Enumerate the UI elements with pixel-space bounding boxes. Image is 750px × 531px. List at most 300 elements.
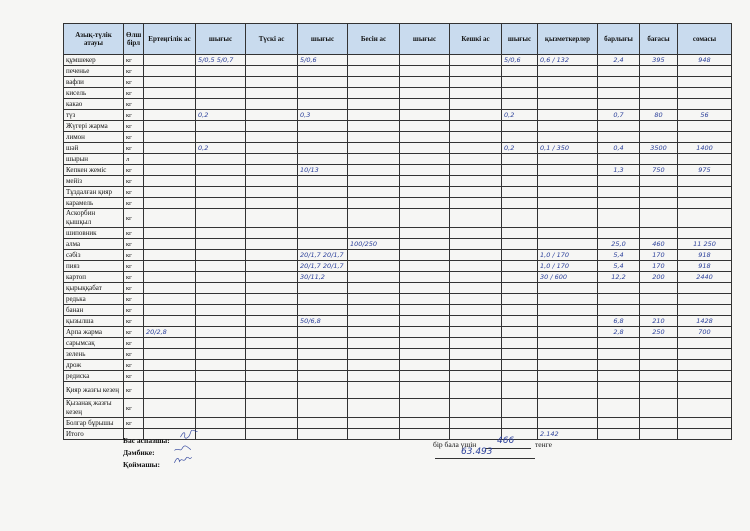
value-cell	[678, 338, 732, 349]
value-cell	[450, 228, 502, 239]
value-cell	[298, 399, 348, 418]
value-cell	[246, 261, 298, 272]
value-cell	[246, 327, 298, 338]
food-name-cell: құмшекер	[64, 55, 124, 66]
value-cell	[598, 209, 640, 228]
value-cell	[450, 99, 502, 110]
value-cell	[502, 66, 538, 77]
table-row	[64, 338, 732, 349]
value-cell	[502, 132, 538, 143]
value-cell	[196, 132, 246, 143]
header-cell: шығыс	[400, 24, 450, 55]
table-row	[64, 99, 732, 110]
value-cell	[298, 418, 348, 429]
value-cell	[502, 305, 538, 316]
value-cell: 2.142	[538, 429, 598, 440]
value-cell	[598, 228, 640, 239]
value-cell	[246, 198, 298, 209]
value-cell	[298, 382, 348, 399]
table-row	[64, 250, 732, 261]
food-name-cell: Қызанақ жазғы кезең	[64, 399, 124, 418]
value-cell	[400, 228, 450, 239]
value-cell	[298, 338, 348, 349]
table-row	[64, 55, 732, 66]
unit-cell: кг	[124, 55, 144, 66]
value-cell	[348, 327, 400, 338]
value-cell: 3500	[640, 143, 678, 154]
value-cell	[144, 121, 196, 132]
value-cell	[538, 418, 598, 429]
value-cell	[144, 239, 196, 250]
value-cell	[598, 99, 640, 110]
value-cell	[196, 239, 246, 250]
value-cell	[400, 239, 450, 250]
value-cell: 12,2	[598, 272, 640, 283]
value-cell	[348, 261, 400, 272]
table-row	[64, 418, 732, 429]
value-cell	[196, 121, 246, 132]
value-cell	[246, 110, 298, 121]
unit-cell: кг	[124, 198, 144, 209]
value-cell	[450, 110, 502, 121]
value-cell	[144, 228, 196, 239]
value-cell	[678, 77, 732, 88]
value-cell	[246, 399, 298, 418]
value-cell	[598, 187, 640, 198]
value-cell: 0,2	[196, 110, 246, 121]
value-cell	[196, 99, 246, 110]
value-cell	[502, 77, 538, 88]
food-name-cell: Жүгері жарма	[64, 121, 124, 132]
value-cell: 170	[640, 250, 678, 261]
value-cell	[640, 228, 678, 239]
unit-cell: кг	[124, 209, 144, 228]
unit-cell: кг	[124, 66, 144, 77]
value-cell: 1,0 / 170	[538, 261, 598, 272]
value-cell	[196, 176, 246, 187]
unit-cell: кг	[124, 77, 144, 88]
unit-cell: кг	[124, 338, 144, 349]
table-row	[64, 66, 732, 77]
value-cell	[640, 187, 678, 198]
value-cell: 918	[678, 250, 732, 261]
value-cell	[598, 418, 640, 429]
value-cell	[400, 77, 450, 88]
food-name-cell: вафли	[64, 77, 124, 88]
value-cell	[246, 132, 298, 143]
value-cell	[144, 349, 196, 360]
header-cell: Азық-түлік атауы	[64, 24, 124, 55]
unit-cell: кг	[124, 165, 144, 176]
value-cell	[640, 349, 678, 360]
value-cell	[598, 283, 640, 294]
value-cell	[502, 338, 538, 349]
header-cell: Ертеңгілік ас	[144, 24, 196, 55]
value-cell: 5/0,5 5/0,7	[196, 55, 246, 66]
value-cell	[196, 209, 246, 228]
value-cell: 5,4	[598, 261, 640, 272]
value-cell	[246, 176, 298, 187]
food-name-cell: түз	[64, 110, 124, 121]
value-cell	[450, 349, 502, 360]
value-cell	[144, 66, 196, 77]
unit-cell: кг	[124, 110, 144, 121]
value-cell	[678, 228, 732, 239]
value-cell	[298, 228, 348, 239]
unit-cell: кг	[124, 327, 144, 338]
unit-cell: кг	[124, 176, 144, 187]
value-cell	[246, 283, 298, 294]
value-cell	[348, 418, 400, 429]
unit-cell: кг	[124, 294, 144, 305]
value-cell	[538, 382, 598, 399]
value-cell	[538, 110, 598, 121]
value-cell	[348, 399, 400, 418]
value-cell: 5/0,6	[298, 55, 348, 66]
value-cell	[640, 382, 678, 399]
value-cell	[502, 399, 538, 418]
value-cell	[400, 272, 450, 283]
value-cell	[450, 316, 502, 327]
value-cell	[298, 66, 348, 77]
value-cell	[196, 371, 246, 382]
value-cell	[538, 294, 598, 305]
value-cell	[450, 88, 502, 99]
value-cell	[144, 198, 196, 209]
value-cell	[450, 66, 502, 77]
unit-cell: кг	[124, 316, 144, 327]
value-cell	[538, 165, 598, 176]
value-cell	[538, 77, 598, 88]
food-name-cell: қырыққабат	[64, 283, 124, 294]
value-cell	[678, 349, 732, 360]
value-cell	[400, 143, 450, 154]
value-cell	[196, 349, 246, 360]
value-cell	[678, 132, 732, 143]
value-cell	[450, 283, 502, 294]
value-cell	[538, 187, 598, 198]
value-cell	[400, 55, 450, 66]
value-cell	[598, 371, 640, 382]
table-row	[64, 283, 732, 294]
value-cell	[450, 121, 502, 132]
value-cell: 1428	[678, 316, 732, 327]
value-cell	[502, 349, 538, 360]
value-cell	[144, 316, 196, 327]
value-cell	[196, 272, 246, 283]
table-row	[64, 110, 732, 121]
value-cell	[450, 239, 502, 250]
value-cell	[640, 371, 678, 382]
value-cell	[502, 316, 538, 327]
table-row	[64, 399, 732, 418]
value-cell	[678, 99, 732, 110]
currency-label: тенге	[535, 440, 552, 449]
value-cell	[348, 250, 400, 261]
table-row	[64, 187, 732, 198]
value-cell	[144, 283, 196, 294]
value-cell	[502, 228, 538, 239]
value-cell: 0,2	[502, 143, 538, 154]
value-cell	[144, 250, 196, 261]
value-cell	[348, 349, 400, 360]
value-cell	[640, 88, 678, 99]
value-cell	[348, 77, 400, 88]
unit-cell: кг	[124, 272, 144, 283]
unit-cell: кг	[124, 305, 144, 316]
value-cell: 0,3	[298, 110, 348, 121]
signature-block	[123, 436, 723, 516]
value-cell	[400, 209, 450, 228]
value-cell	[400, 110, 450, 121]
value-cell	[400, 176, 450, 187]
value-cell	[144, 418, 196, 429]
value-cell	[502, 121, 538, 132]
value-cell	[196, 261, 246, 272]
value-cell: 6,8	[598, 316, 640, 327]
value-cell	[400, 283, 450, 294]
table-row	[64, 228, 732, 239]
value-cell	[144, 371, 196, 382]
value-cell	[246, 66, 298, 77]
value-cell	[502, 187, 538, 198]
per-child-label: бір бала үшін	[433, 440, 477, 449]
value-cell	[678, 399, 732, 418]
value-cell	[502, 327, 538, 338]
value-cell: 25,0	[598, 239, 640, 250]
value-cell	[196, 316, 246, 327]
value-cell	[246, 187, 298, 198]
unit-cell: кг	[124, 349, 144, 360]
value-cell	[538, 154, 598, 165]
value-cell	[678, 418, 732, 429]
value-cell: 170	[640, 261, 678, 272]
food-name-cell: қызылша	[64, 316, 124, 327]
value-cell	[598, 305, 640, 316]
value-cell	[450, 187, 502, 198]
value-cell	[502, 261, 538, 272]
value-cell	[502, 418, 538, 429]
value-cell	[502, 250, 538, 261]
value-cell	[246, 121, 298, 132]
value-cell: 100/250	[348, 239, 400, 250]
value-cell	[400, 88, 450, 99]
value-cell: 80	[640, 110, 678, 121]
value-cell	[640, 338, 678, 349]
food-name-cell: мейіз	[64, 176, 124, 187]
value-cell	[246, 305, 298, 316]
value-cell	[298, 154, 348, 165]
value-cell	[246, 77, 298, 88]
value-cell	[678, 305, 732, 316]
table-row	[64, 316, 732, 327]
value-cell	[450, 77, 502, 88]
value-cell	[400, 294, 450, 305]
value-cell	[538, 66, 598, 77]
food-name-cell: Итого	[64, 429, 124, 440]
value-cell	[144, 165, 196, 176]
value-cell	[502, 198, 538, 209]
value-cell: 5,4	[598, 250, 640, 261]
kitchen-signature-icon	[169, 444, 197, 454]
value-cell	[502, 239, 538, 250]
value-cell	[348, 294, 400, 305]
header-cell: барлығы	[598, 24, 640, 55]
value-cell: 0,7	[598, 110, 640, 121]
value-cell	[450, 55, 502, 66]
value-cell	[538, 239, 598, 250]
value-cell	[196, 327, 246, 338]
value-cell	[538, 316, 598, 327]
unit-cell: л	[124, 154, 144, 165]
value-cell: 2,4	[598, 55, 640, 66]
food-name-cell: печенье	[64, 66, 124, 77]
value-cell	[348, 143, 400, 154]
value-cell	[598, 338, 640, 349]
food-name-cell: Аскорбин қышқыл	[64, 209, 124, 228]
value-cell	[348, 382, 400, 399]
value-cell	[538, 198, 598, 209]
value-cell	[450, 165, 502, 176]
storekeeper-label: Қоймашы:	[123, 460, 161, 469]
value-cell	[348, 88, 400, 99]
food-name-cell: карамель	[64, 198, 124, 209]
value-cell	[640, 77, 678, 88]
value-cell	[400, 165, 450, 176]
unit-cell: кг	[124, 121, 144, 132]
value-cell	[538, 338, 598, 349]
value-cell	[298, 88, 348, 99]
value-cell	[298, 77, 348, 88]
value-cell: 20/1,7 20/1,7	[298, 250, 348, 261]
value-cell	[196, 283, 246, 294]
value-cell	[348, 272, 400, 283]
value-cell	[348, 132, 400, 143]
value-cell	[348, 338, 400, 349]
value-cell	[298, 176, 348, 187]
value-cell	[348, 99, 400, 110]
unit-cell: кг	[124, 360, 144, 371]
unit-cell: кг	[124, 283, 144, 294]
value-cell	[678, 294, 732, 305]
value-cell	[450, 305, 502, 316]
food-name-cell: Болгар бұрышы	[64, 418, 124, 429]
value-cell	[502, 360, 538, 371]
value-cell	[502, 209, 538, 228]
value-cell	[678, 88, 732, 99]
value-cell	[538, 327, 598, 338]
value-cell	[400, 99, 450, 110]
unit-cell: кг	[124, 399, 144, 418]
value-cell	[196, 187, 246, 198]
value-cell	[196, 228, 246, 239]
value-cell	[450, 154, 502, 165]
value-cell	[144, 77, 196, 88]
value-cell: 0,1 / 350	[538, 143, 598, 154]
value-cell	[450, 261, 502, 272]
table-row	[64, 143, 732, 154]
value-cell	[298, 239, 348, 250]
value-cell	[348, 316, 400, 327]
value-cell	[538, 283, 598, 294]
value-cell	[598, 360, 640, 371]
value-cell	[144, 261, 196, 272]
table-row	[64, 305, 732, 316]
value-cell: 0,2	[502, 110, 538, 121]
unit-cell: кг	[124, 371, 144, 382]
value-cell	[598, 66, 640, 77]
value-cell	[640, 66, 678, 77]
value-cell	[246, 349, 298, 360]
value-cell	[640, 283, 678, 294]
value-cell	[348, 371, 400, 382]
value-cell: 0,4	[598, 143, 640, 154]
unit-cell: кг	[124, 99, 144, 110]
value-cell	[144, 338, 196, 349]
value-cell	[538, 209, 598, 228]
food-name-cell: сәбіз	[64, 250, 124, 261]
value-cell	[400, 121, 450, 132]
table-row	[64, 121, 732, 132]
value-cell	[640, 294, 678, 305]
value-cell	[538, 121, 598, 132]
value-cell	[298, 187, 348, 198]
value-cell	[246, 143, 298, 154]
value-cell	[246, 418, 298, 429]
header-cell: Өлш бірл	[124, 24, 144, 55]
value-cell	[678, 176, 732, 187]
value-cell	[450, 294, 502, 305]
value-cell	[640, 209, 678, 228]
value-cell	[144, 99, 196, 110]
value-cell	[502, 371, 538, 382]
value-cell	[400, 382, 450, 399]
value-cell	[246, 360, 298, 371]
value-cell	[598, 77, 640, 88]
value-cell	[538, 305, 598, 316]
value-cell: 30/11,2	[298, 272, 348, 283]
value-cell	[640, 399, 678, 418]
value-cell	[400, 399, 450, 418]
table-body	[64, 55, 732, 440]
value-cell	[678, 154, 732, 165]
value-cell	[246, 88, 298, 99]
value-cell	[640, 121, 678, 132]
table-row	[64, 88, 732, 99]
value-cell	[348, 110, 400, 121]
value-cell	[298, 99, 348, 110]
head-chef-label: Бас аспазшы:	[123, 436, 170, 445]
value-cell	[400, 418, 450, 429]
value-cell	[400, 261, 450, 272]
value-cell	[598, 349, 640, 360]
value-cell	[298, 349, 348, 360]
table-row	[64, 371, 732, 382]
table-header-row	[64, 24, 732, 55]
value-cell	[246, 294, 298, 305]
value-cell	[298, 198, 348, 209]
storekeeper-signature-icon	[169, 455, 197, 465]
value-cell	[640, 360, 678, 371]
value-cell	[196, 66, 246, 77]
value-cell	[502, 294, 538, 305]
table-row	[64, 349, 732, 360]
value-cell	[348, 66, 400, 77]
value-cell	[144, 305, 196, 316]
value-cell	[348, 360, 400, 371]
value-cell: 56	[678, 110, 732, 121]
value-cell: 0,2	[196, 143, 246, 154]
